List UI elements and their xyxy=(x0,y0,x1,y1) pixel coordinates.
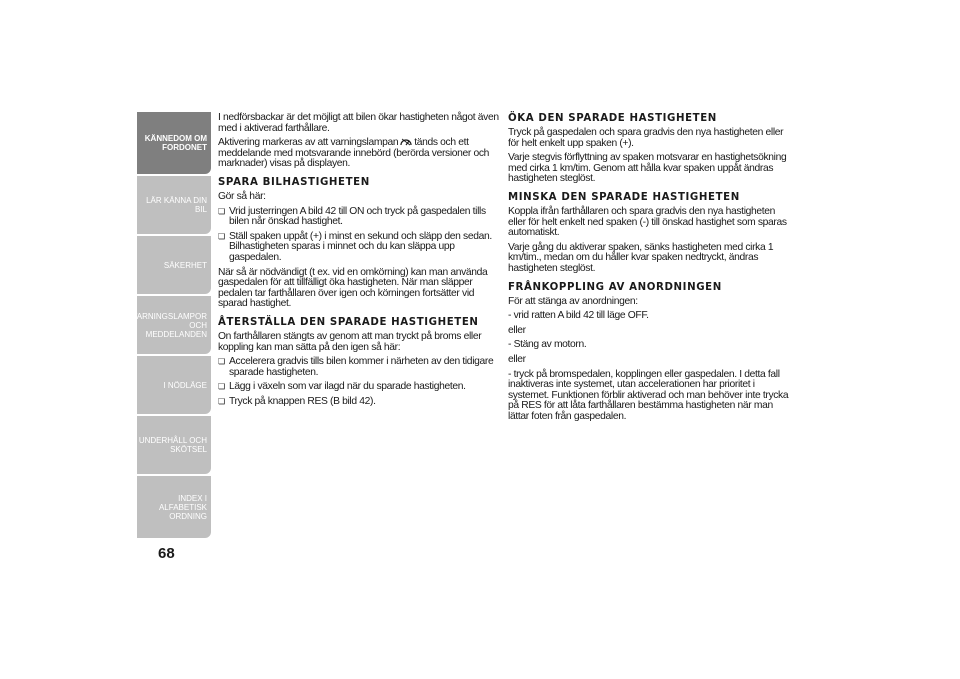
paragraph: - tryck på bromspedalen, kopplingen eller gaspedalen. I detta fall inaktiveras inte systemet, utan accelerationen har prioritet i systemet. Funktionen förblir aktiverad och man behöver inte trycka på RES för att låta farthållaren bestämma hastigheten när man lättar foten från gaspedalen. xyxy=(508,368,789,422)
paragraph: Varje gång du aktiverar spaken, sänks hastigheten med cirka 1 km/tim., medan om du håller kvar spaken nedtryckt, ändras hastigheten steglöst. xyxy=(508,241,774,274)
tab-index[interactable] xyxy=(137,476,211,538)
tab-i-nodlage[interactable] xyxy=(137,356,211,414)
heading-aterstalla: ÅTERSTÄLLA DEN SPARADE HASTIGHETEN xyxy=(218,316,479,328)
bullet-item: ❏ Ställ spaken uppåt (+) i minst en sekund och släpp den sedan. Bilhastigheten sparas i minnet och du kan släppa upp gaspedalen. xyxy=(218,232,500,264)
bullet-item: ❏ Lägg i växeln som var ilagd när du sparade hastigheten. xyxy=(218,382,500,393)
tab-label: I NÖDLÄGE xyxy=(163,380,207,390)
heading-oka: ÖKA DEN SPARADE HASTIGHETEN xyxy=(508,113,717,124)
heading-spara: SPARA BILHASTIGHETEN xyxy=(218,176,370,188)
page-number: 68 xyxy=(158,545,175,562)
paragraph: Gör så här: xyxy=(218,190,266,202)
tab-label: VARNINGSLAMPOR OCH MEDDELANDEN xyxy=(132,311,207,339)
tab-label: LÄR KÄNNA DIN BIL xyxy=(146,196,207,214)
paragraph xyxy=(218,138,500,170)
paragraph: Varje stegvis förflyttning av spaken motsvarar en hastighetsökning med cirka 1 km/tim. Genom att hålla kvar spaken uppåt ändras hastigheten steglöst. xyxy=(508,152,787,185)
paragraph: On farthållaren stängts av genom att man tryckt på broms eller koppling kan man sätta på den igen så här: xyxy=(218,330,482,353)
tab-label: INDEX I ALFABETISK ORDNING xyxy=(158,493,207,521)
tab-label: UNDERHÅLL OCH SKÖTSEL xyxy=(138,436,207,454)
bullet-item: ❏ Vrid justerringen A bild 42 till ON och tryck på gaspedalen tills bilen når önskad hastighet. xyxy=(218,207,500,228)
text: tänds och ett meddelande med motsvarande innebörd (berörda versioner och marknader) visas på displayen. xyxy=(218,137,490,170)
paragraph: I nedförsbackar är det möjligt att bilen ökar hastigheten något även med i aktiverad farthållare. xyxy=(218,112,499,134)
text: Aktivering markeras av att varningslampan xyxy=(218,137,399,149)
paragraph: Koppla ifrån farthållaren och spara gradvis den nya hastigheten eller för helt enkelt ned spaken (-) till önskad hastighet som sparas automatiskt. xyxy=(508,205,787,239)
heading-minska: MINSKA DEN SPARADE HASTIGHETEN xyxy=(508,191,740,203)
tab-underhall-och-skotsel[interactable] xyxy=(137,416,211,474)
paragraph: - vrid ratten A bild 42 till läge OFF. xyxy=(508,310,649,322)
bullet-item: ❏ Tryck på knappen RES (B bild 42). xyxy=(218,397,500,408)
bullet-item: ❏ Accelerera gradvis tills bilen kommer i närheten av den tidigare sparade hastigheten. xyxy=(218,357,500,378)
paragraph: - Stäng av motorn. xyxy=(508,339,587,351)
paragraph: När så är nödvändigt (t ex. vid en omkörning) kan man använda gaspedalen för att tillfälligt öka hastigheten. När man släpper pedalen tar farthållaren över igen och körningen fortsätter vid sparad hastighet. xyxy=(218,266,488,310)
tab-kannedom-om-fordonet[interactable] xyxy=(137,112,211,174)
left-column xyxy=(218,113,500,411)
tab-varningslampor[interactable] xyxy=(132,296,211,354)
tab-sakerhet[interactable] xyxy=(137,236,211,294)
tab-lar-kanna-din-bil[interactable] xyxy=(137,176,211,234)
heading-frankoppling: FRÅNKOPPLING AV ANORDNINGEN xyxy=(508,281,722,293)
paragraph: För att stänga av anordningen: xyxy=(508,295,638,307)
paragraph: Tryck på gaspedalen och spara gradvis den nya hastigheten eller för helt enkelt upp spaken (+). xyxy=(508,127,784,149)
tab-label: SÄKERHET xyxy=(163,260,207,270)
paragraph: eller xyxy=(508,324,526,336)
paragraph: eller xyxy=(508,353,526,365)
speedometer-warning-icon xyxy=(400,138,412,146)
right-column xyxy=(508,113,790,426)
tab-label: KÄNNEDOM OM FORDONET xyxy=(144,134,207,152)
